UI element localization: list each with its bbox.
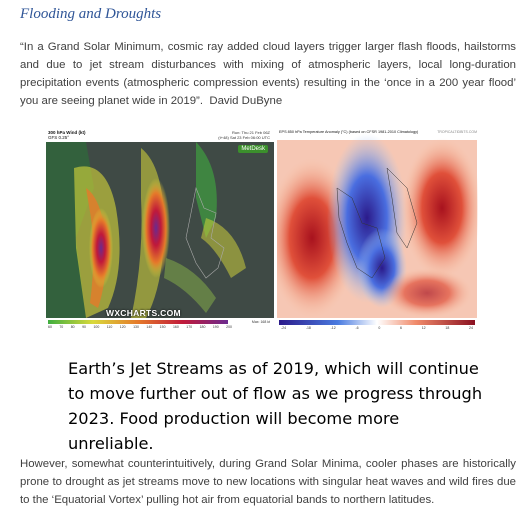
- temp-tick: -6: [355, 326, 359, 330]
- temp-tick: 6: [400, 326, 402, 330]
- temp-tick: 0: [378, 326, 381, 330]
- wind-tick: 140: [146, 325, 153, 329]
- wind-tick: 130: [133, 325, 139, 329]
- wind-tick: 110: [106, 325, 113, 329]
- wind-colorbar-ticks: [48, 325, 232, 329]
- temp-tick: 18: [445, 326, 450, 330]
- wind-tick: 70: [59, 325, 64, 329]
- temp-tick: -24: [281, 326, 287, 330]
- drought-paragraph: However, somewhat counterintuitively, during Grand Solar Minima, cooler phases are historically prone to drought as jet streams move to new locations with singular heat waves and wild fires due to the ‘Equatorial Vortex’ pulling hot air from equatorial bands to northern latitudes.: [20, 458, 516, 506]
- quote-paragraph: [20, 38, 516, 110]
- wind-map-title-text: 300 hPa Wind (kt): [48, 130, 86, 135]
- temperature-colorbar-ticks: [281, 326, 473, 330]
- temperature-anomaly-map: [277, 128, 489, 336]
- wind-map: [46, 128, 274, 336]
- wind-tick: 120: [119, 325, 126, 329]
- wind-tick: 80: [70, 325, 75, 329]
- wxcharts-watermark: WXCHARTS.COM: [106, 308, 181, 318]
- temperature-anomaly-image: [277, 128, 489, 336]
- wind-tick: 100: [93, 325, 100, 329]
- wind-tick: 170: [186, 325, 193, 329]
- wind-map-title: [48, 130, 85, 140]
- wind-map-run: [218, 130, 270, 140]
- wind-tick: 180: [199, 325, 206, 329]
- wind-tick: 90: [82, 325, 86, 329]
- temp-tick: 24: [469, 326, 473, 330]
- quote-text: “In a Grand Solar Minimum, cosmic ray added cloud layers trigger larger flash floods, hailstorms and due to jet stream disturbances with mixing of atmospheric layers, local long-duration precipitation events (atmospheric compression events) resulting in the ‘once in a 200 year flood’ you are seeing planet wide in 2019”.: [20, 41, 516, 107]
- wind-map-run-text: Run: Thu 21 Feb 06Z: [232, 130, 270, 135]
- temp-tick: -12: [330, 326, 336, 330]
- wind-tick: 60: [48, 325, 52, 329]
- quote-author: David DuByne: [209, 95, 283, 107]
- wind-colorbar-max: Max: 168 kt: [251, 320, 270, 324]
- tropicaltidbits-credit: TROPICALTIDBITS.COM: [437, 130, 477, 134]
- temp-tick: -18: [305, 326, 311, 330]
- wind-tick: 190: [212, 325, 219, 329]
- wind-tick: 160: [172, 325, 179, 329]
- wind-map-image: [46, 128, 274, 336]
- metdesk-logo: MetDesk: [238, 145, 268, 153]
- wind-tick: 200: [226, 325, 232, 329]
- section-heading: Flooding and Droughts: [20, 6, 162, 22]
- figure-caption: Earth’s Jet Streams as of 2019, which will continue to move further out of flow as we progress through 2023. Food production will become more unreliable.: [68, 359, 483, 453]
- jet-stream-figure: [46, 128, 489, 336]
- temp-tick: 12: [421, 326, 426, 330]
- wind-map-subtitle: GFS 0.25°: [48, 135, 70, 140]
- wind-map-valid-text: (t+48) Sat 23 Feb 06:00 UTC: [218, 135, 270, 140]
- temperature-map-title: EPS 850 hPa Temperature Anomaly (°C) (based on CFSR 1981-2010 Climatology): [279, 130, 419, 134]
- wind-tick: 150: [159, 325, 166, 329]
